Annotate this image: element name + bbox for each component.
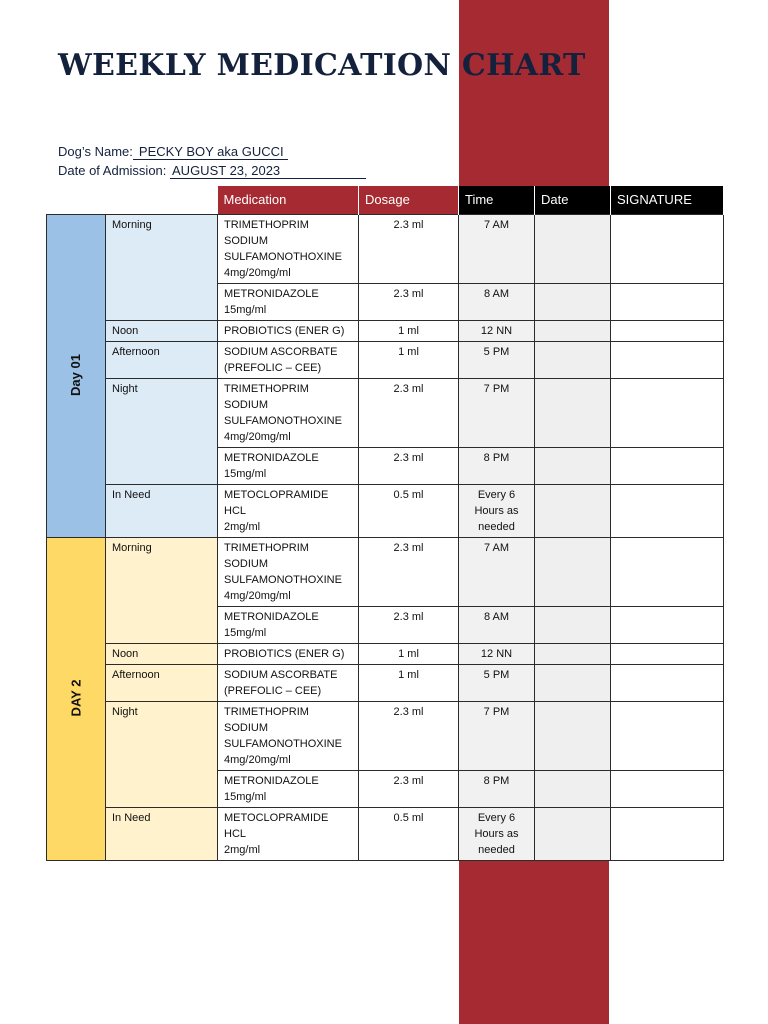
table-row [47,484,724,537]
period-cell: Night [106,378,218,484]
header-row [47,186,724,214]
dosage-cell: 0.5 ml [359,484,459,537]
time-text: 7 AM [483,218,510,231]
date-entry-cell[interactable] [535,320,611,341]
medication-cell [218,643,359,664]
time-text: 12 NN [480,324,513,337]
time-text: 7 PM [483,382,510,395]
page-title: WEEKLY MEDICATION CHART [58,48,586,83]
day-section [47,214,724,537]
date-entry-cell[interactable] [535,643,611,664]
time-text: Every 6 Hours as needed [474,488,519,533]
signature-entry-cell[interactable] [611,447,724,484]
dosage-cell: 0.5 ml [359,807,459,860]
signature-entry-cell[interactable] [611,214,724,283]
signature-entry-cell[interactable] [611,378,724,447]
time-cell [459,283,535,320]
time-text: Every 6 Hours as needed [474,811,519,856]
medication-cell [218,701,359,770]
signature-entry-cell[interactable] [611,643,724,664]
header-blank [47,186,106,214]
dosage-cell: 2.3 ml [359,537,459,606]
table-row [47,341,724,378]
date-entry-cell[interactable] [535,214,611,283]
signature-entry-cell[interactable] [611,701,724,770]
day-label-cell [47,537,106,860]
date-entry-cell[interactable] [535,770,611,807]
medication-text: SODIUM ASCORBATE (PREFOLIC – CEE) [224,345,338,374]
dosage-cell: 2.3 ml [359,447,459,484]
time-text: 5 PM [483,668,510,681]
time-text: 8 PM [483,451,510,464]
dosage-cell: 1 ml [359,341,459,378]
time-cell [459,378,535,447]
dosage-cell: 2.3 ml [359,606,459,643]
dosage-cell: 2.3 ml [359,701,459,770]
table-row [47,807,724,860]
date-entry-cell[interactable] [535,341,611,378]
time-cell [459,537,535,606]
time-cell [459,447,535,484]
signature-entry-cell[interactable] [611,537,724,606]
signature-entry-cell[interactable] [611,770,724,807]
day-label-cell [47,214,106,537]
date-entry-cell[interactable] [535,378,611,447]
table-row [47,643,724,664]
time-text: 12 NN [480,647,513,660]
day-label: Day 01 [67,354,83,396]
time-cell [459,606,535,643]
time-cell [459,701,535,770]
date-entry-cell[interactable] [535,484,611,537]
header-medication: Medication [218,186,359,214]
signature-entry-cell[interactable] [611,664,724,701]
dosage-cell: 1 ml [359,664,459,701]
period-cell: In Need [106,484,218,537]
dosage-cell: 2.3 ml [359,378,459,447]
date-entry-cell[interactable] [535,537,611,606]
medication-text: SODIUM ASCORBATE (PREFOLIC – CEE) [224,668,338,697]
signature-entry-cell[interactable] [611,320,724,341]
medication-cell [218,320,359,341]
date-entry-cell[interactable] [535,664,611,701]
medication-cell [218,341,359,378]
medication-cell [218,378,359,447]
header-blank [106,186,218,214]
period-cell: Morning [106,214,218,320]
signature-entry-cell[interactable] [611,341,724,378]
time-cell [459,484,535,537]
header-dosage: Dosage [359,186,459,214]
medication-text: METRONIDAZOLE 15mg/ml [224,610,319,639]
medication-text: METOCLOPRAMIDE HCL 2mg/ml [224,488,329,533]
period-cell: Noon [106,643,218,664]
dosage-cell: 2.3 ml [359,283,459,320]
time-text: 8 AM [483,610,510,623]
medication-cell [218,484,359,537]
dog-name-field[interactable]: PECKY BOY aka GUCCI [133,144,288,160]
admission-date-line [58,163,366,179]
time-cell [459,664,535,701]
date-entry-cell[interactable] [535,606,611,643]
period-cell: Night [106,701,218,807]
medication-cell [218,606,359,643]
medication-cell [218,807,359,860]
admission-date-label: Date of Admission: [58,163,167,178]
day-label: DAY 2 [68,679,83,717]
dosage-cell: 1 ml [359,320,459,341]
date-entry-cell[interactable] [535,807,611,860]
signature-entry-cell[interactable] [611,606,724,643]
time-cell [459,643,535,664]
medication-cell [218,283,359,320]
date-entry-cell[interactable] [535,447,611,484]
medication-table [46,186,724,861]
medication-text: PROBIOTICS (ENER G) [224,647,345,660]
signature-entry-cell[interactable] [611,283,724,320]
admission-date-field[interactable]: AUGUST 23, 2023 [170,163,366,179]
medication-cell [218,214,359,283]
medication-text: TRIMETHOPRIM SODIUM SULFAMONOTHOXINE 4mg/20mg/ml [224,218,342,279]
medication-text: METRONIDAZOLE 15mg/ml [224,287,319,316]
medication-text: TRIMETHOPRIM SODIUM SULFAMONOTHOXINE 4mg/20mg/ml [224,382,342,443]
period-cell: Noon [106,320,218,341]
medication-text: PROBIOTICS (ENER G) [224,324,345,337]
time-cell [459,341,535,378]
table-row [47,320,724,341]
time-text: 7 AM [483,541,510,554]
medication-text: METOCLOPRAMIDE HCL 2mg/ml [224,811,329,856]
day-section [47,537,724,860]
time-text: 8 PM [483,774,510,787]
table-row [47,378,724,447]
header-time: Time [459,186,535,214]
period-cell: Afternoon [106,341,218,378]
dosage-cell: 2.3 ml [359,214,459,283]
time-text: 5 PM [483,345,510,358]
dog-name-label: Dog’s Name: [58,144,133,159]
date-entry-cell[interactable] [535,701,611,770]
time-cell [459,807,535,860]
medication-cell [218,537,359,606]
table-row [47,537,724,606]
medication-text: TRIMETHOPRIM SODIUM SULFAMONOTHOXINE 4mg/20mg/ml [224,541,342,602]
table-row [47,701,724,770]
time-text: 8 AM [483,287,510,300]
medication-cell [218,447,359,484]
table-row [47,214,724,283]
date-entry-cell[interactable] [535,283,611,320]
dosage-cell: 1 ml [359,643,459,664]
medication-cell [218,770,359,807]
medication-text: TRIMETHOPRIM SODIUM SULFAMONOTHOXINE 4mg/20mg/ml [224,705,342,766]
period-cell: Morning [106,537,218,643]
header-date: Date [535,186,611,214]
dog-name-line [58,144,288,160]
time-text: 7 PM [483,705,510,718]
medication-cell [218,664,359,701]
medication-text: METRONIDAZOLE 15mg/ml [224,451,319,480]
signature-entry-cell[interactable] [611,484,724,537]
signature-entry-cell[interactable] [611,807,724,860]
dosage-cell: 2.3 ml [359,770,459,807]
time-cell [459,770,535,807]
medication-text: METRONIDAZOLE 15mg/ml [224,774,319,803]
period-cell: Afternoon [106,664,218,701]
time-cell [459,214,535,283]
header-signature: SIGNATURE [611,186,724,214]
period-cell: In Need [106,807,218,860]
table-row [47,664,724,701]
time-cell [459,320,535,341]
